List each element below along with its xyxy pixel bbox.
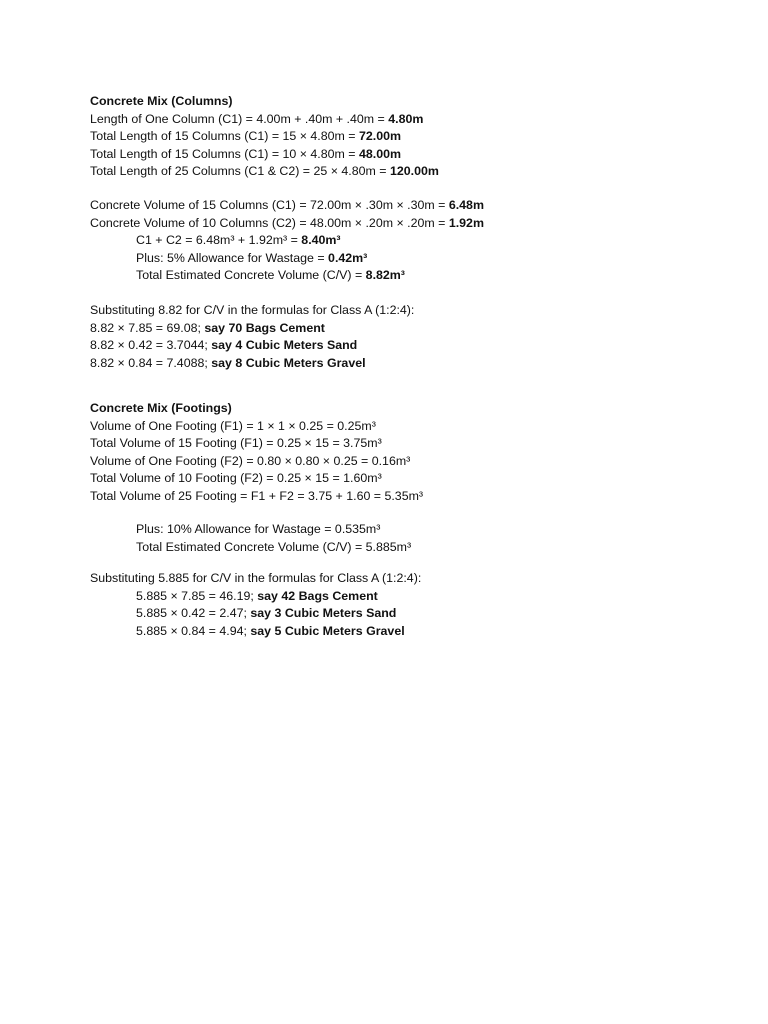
columns-heading: Concrete Mix (Columns) <box>90 94 233 108</box>
columns-volume-line: Concrete Volume of 10 Columns (C2) = 48.00m × .20m × .20m = 1.92m <box>90 215 484 230</box>
columns-total-volume: Total Estimated Concrete Volume (C/V) = 8.82m³ <box>136 268 405 283</box>
columns-substituting: Substituting 8.82 for C/V in the formulas for Class A (1:2:4): <box>90 303 415 317</box>
footings-volume-line: Total Volume of 15 Footing (F1) = 0.25 × 15 = 3.75m³ <box>90 436 382 451</box>
columns-heading-block <box>90 93 439 181</box>
columns-volume-block <box>90 197 484 285</box>
footings-allowance: Plus: 10% Allowance for Wastage = 0.535m³ <box>136 522 381 536</box>
footings-volume-line: Volume of One Footing (F2) = 0.80 × 0.80 × 0.25 = 0.16m³ <box>90 453 411 468</box>
footings-block <box>90 400 423 506</box>
footings-volume-line: Total Volume of 25 Footing = F1 + F2 = 3.75 + 1.60 = 5.35m³ <box>90 488 424 503</box>
footings-heading: Concrete Mix (Footings) <box>90 401 232 415</box>
columns-materials-block <box>90 302 414 372</box>
footings-substituting: Substituting 5.885 for C/V in the formulas for Class A (1:2:4): <box>90 571 422 585</box>
columns-cement-line: 8.82 × 7.85 = 69.08; say 70 Bags Cement <box>90 320 325 335</box>
footings-gravel-line: 5.885 × 0.84 = 4.94; say 5 Cubic Meters Gravel <box>136 623 405 638</box>
footings-total-volume: Total Estimated Concrete Volume (C/V) = 5.885m³ <box>136 539 412 554</box>
columns-length-line: Total Length of 25 Columns (C1 & C2) = 25 × 4.80m = 120.00m <box>90 164 439 179</box>
footings-materials-block <box>90 570 421 640</box>
columns-length-line: Length of One Column (C1) = 4.00m + .40m + .40m = 4.80m <box>90 111 424 126</box>
columns-volume-sum: C1 + C2 = 6.48m³ + 1.92m³ = 8.40m³ <box>136 233 341 248</box>
footings-volume-line: Total Volume of 10 Footing (F2) = 0.25 × 15 = 1.60m³ <box>90 471 382 486</box>
footings-cement-line: 5.885 × 7.85 = 46.19; say 42 Bags Cement <box>136 588 378 603</box>
footings-sand-line: 5.885 × 0.42 = 2.47; say 3 Cubic Meters Sand <box>136 606 397 621</box>
columns-sand-line: 8.82 × 0.42 = 3.7044; say 4 Cubic Meters Sand <box>90 338 358 353</box>
footings-volume-line: Volume of One Footing (F1) = 1 × 1 × 0.25 = 0.25m³ <box>90 418 376 433</box>
footings-allowance-block <box>90 521 411 556</box>
columns-length-line: Total Length of 15 Columns (C1) = 10 × 4.80m = 48.00m <box>90 146 401 161</box>
columns-volume-line: Concrete Volume of 15 Columns (C1) = 72.00m × .30m × .30m = 6.48m <box>90 198 484 212</box>
columns-allowance: Plus: 5% Allowance for Wastage = 0.42m³ <box>136 250 368 265</box>
columns-gravel-line: 8.82 × 0.84 = 7.4088; say 8 Cubic Meters Gravel <box>90 355 366 370</box>
columns-length-line: Total Length of 15 Columns (C1) = 15 × 4.80m = 72.00m <box>90 129 401 144</box>
